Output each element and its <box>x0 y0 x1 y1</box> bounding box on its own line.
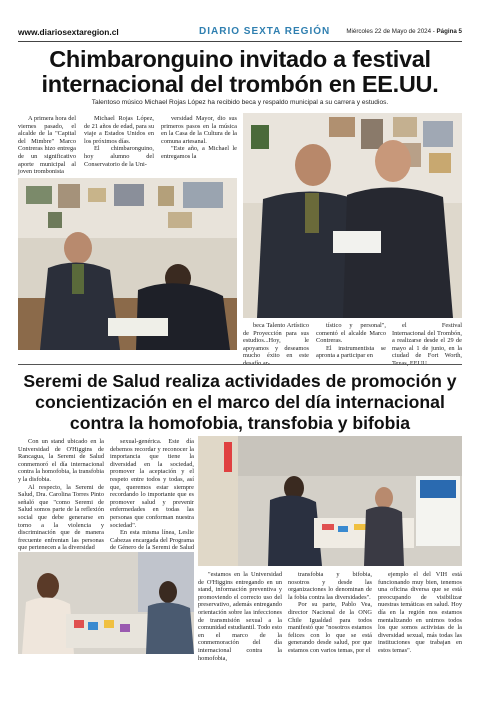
article1-col2b-text: El chimbaronguino, hoy alumno del Conservatorio de la Uni- <box>84 145 154 168</box>
article2-col1a-text: Con un stand ubicado en la Universidad de O'Higgins de Rancagua, la Seremi de Salud conmemoró el día internacional contra la homofobia, la transfobia y la disfobia. <box>18 438 104 483</box>
article1-col6-text: el Festival Internacional del Trombón, a realizarse desde el 29 de mayo al 1 de junio, en la ciudad de Fort Worth, <box>392 322 462 360</box>
article1-col5 <box>316 322 386 360</box>
article1-title: Chimbaronguino invitado a festival internacional del trombón en EE.UU. <box>41 46 439 97</box>
article1-col2 <box>84 115 154 177</box>
article1-col5b-text: El instrumentista se apronta a participar en <box>316 344 386 360</box>
article1-col1 <box>18 115 76 177</box>
article2-col5-text: ejemplo el del VIH está funcionando muy bien, tenemos una oficina diversa que se está preocupando de visibilizar nuestras temáticas en salud. Hoy día en la región nos estamos mentalizando en unirnos todos los que somos activistas de la diversidad sexual, más todas las instituciones que trabajan en estos temas". <box>378 571 462 654</box>
article2-col1 <box>18 438 104 550</box>
article1-col2a-text: Michael Rojas López, de 21 años de edad, para su viaje a Estados Unidos en los próximos días. <box>84 115 154 145</box>
article2-col1b-text: Al respecto, la Seremi de Salud, Dra. Carolina Torres Pinto señaló que "como Seremi de Salud somos parte de la reflexión social que debe generarse en torno a la violencia y discriminación que de manera frecuente enfrentan las personas que pertenecen a la diversidad <box>18 483 104 552</box>
article1-col1-text: A primera hora del viernes pasado, el alcalde de la "Capital del Mimbre" Marco Contreras hizo entrega de un significativo aporte municipal al joven trombonista <box>18 115 76 176</box>
issue-date <box>346 28 462 35</box>
page-number: Página 5 <box>436 28 462 35</box>
article1-photo-right <box>243 113 462 318</box>
article2-col2 <box>110 438 194 550</box>
article2-photo-stand <box>198 436 462 566</box>
site-url[interactable]: www.diariosextaregion.cl <box>18 27 119 37</box>
article2-col4b-text: Por su parte, Pablo Vea, director Nacional de la ONG Chile Igualdad para todos manifestó que "nosotros estamos felices con lo que se está generando desde salud, por que estamos con varios temas, por el <box>288 601 372 654</box>
page-header <box>18 24 462 42</box>
article1-col4 <box>243 322 309 360</box>
article1-col6 <box>392 322 462 360</box>
article1-photo-left <box>18 178 237 350</box>
article2-col3-text: "estamos en la Universidad de O'Higgins entregando en un stand, información preventiva y promoviendo el correcto uso del preservativo, además entregando orientación sobre las infecciones de transmisión sexual a la comunidad estudiantil. Todo esto en el marco de la conmemoración del día internacional contra la homofobia, <box>198 571 283 662</box>
photo-mayor-and-musician <box>243 113 462 318</box>
photo-mayor-signing <box>18 178 237 350</box>
article2-col2b-text: En esta misma línea, Leslie Cabezas encargada del Programa de Género de la Seremi de Salud <box>110 529 194 552</box>
article2-col4a-text: transfobia y bifobia, nosotros y desde las organizaciones lo denominan de la fobia contra las diversidades". <box>288 571 372 601</box>
article2-col5 <box>378 571 462 653</box>
article2-title: Seremi de Salud realiza actividades de promoción y concientización en el marco del día internacional contra la homofobia, transfobia y bifobia <box>23 371 457 433</box>
article1-col4-text: beca Talento Artístico de Proyección para sus estudios...Hoy, le apoyamos y deseamos mucho éxito en este <box>243 322 309 360</box>
newspaper-name: DIARIO SEXTA REGIÓN <box>199 26 331 37</box>
article2-col3 <box>198 571 283 662</box>
article2-photo-table <box>18 552 194 654</box>
section-divider <box>18 364 462 365</box>
photo-information-table <box>18 552 194 654</box>
issue-date-text: Miércoles 22 de Mayo de 2024 - <box>346 28 435 35</box>
article1-col3 <box>161 115 237 177</box>
photo-health-stand <box>198 436 462 566</box>
article2-col4 <box>288 571 372 653</box>
article1-col3b-text: "Este año, a Michael le entregamos la <box>161 145 237 160</box>
article1-col3-text: versidad Mayor, dio sus primeros pasos en la música en la Casa de la Cultura de la comuna artesanal. <box>161 115 237 145</box>
article2-col2a-text: sexual-genérica. Este día debemos recordar y reconocer la importancia que tiene la diversidad en la sociedad, promover la aceptación y el respeto entre todos y todas, así que, queremos estar siempre recordando lo importante que es promover salud y prevenir enfermedades en todas las personas que conforman nuestra sociedad". <box>110 438 194 529</box>
article1-subtitle: Talentoso músico Michael Rojas López ha recibido beca y respaldo municipal a su carrera y estudios. <box>91 99 389 106</box>
article1-col5a-text: tístico y personal", comentó el alcalde Marco Contreras. <box>316 322 386 345</box>
